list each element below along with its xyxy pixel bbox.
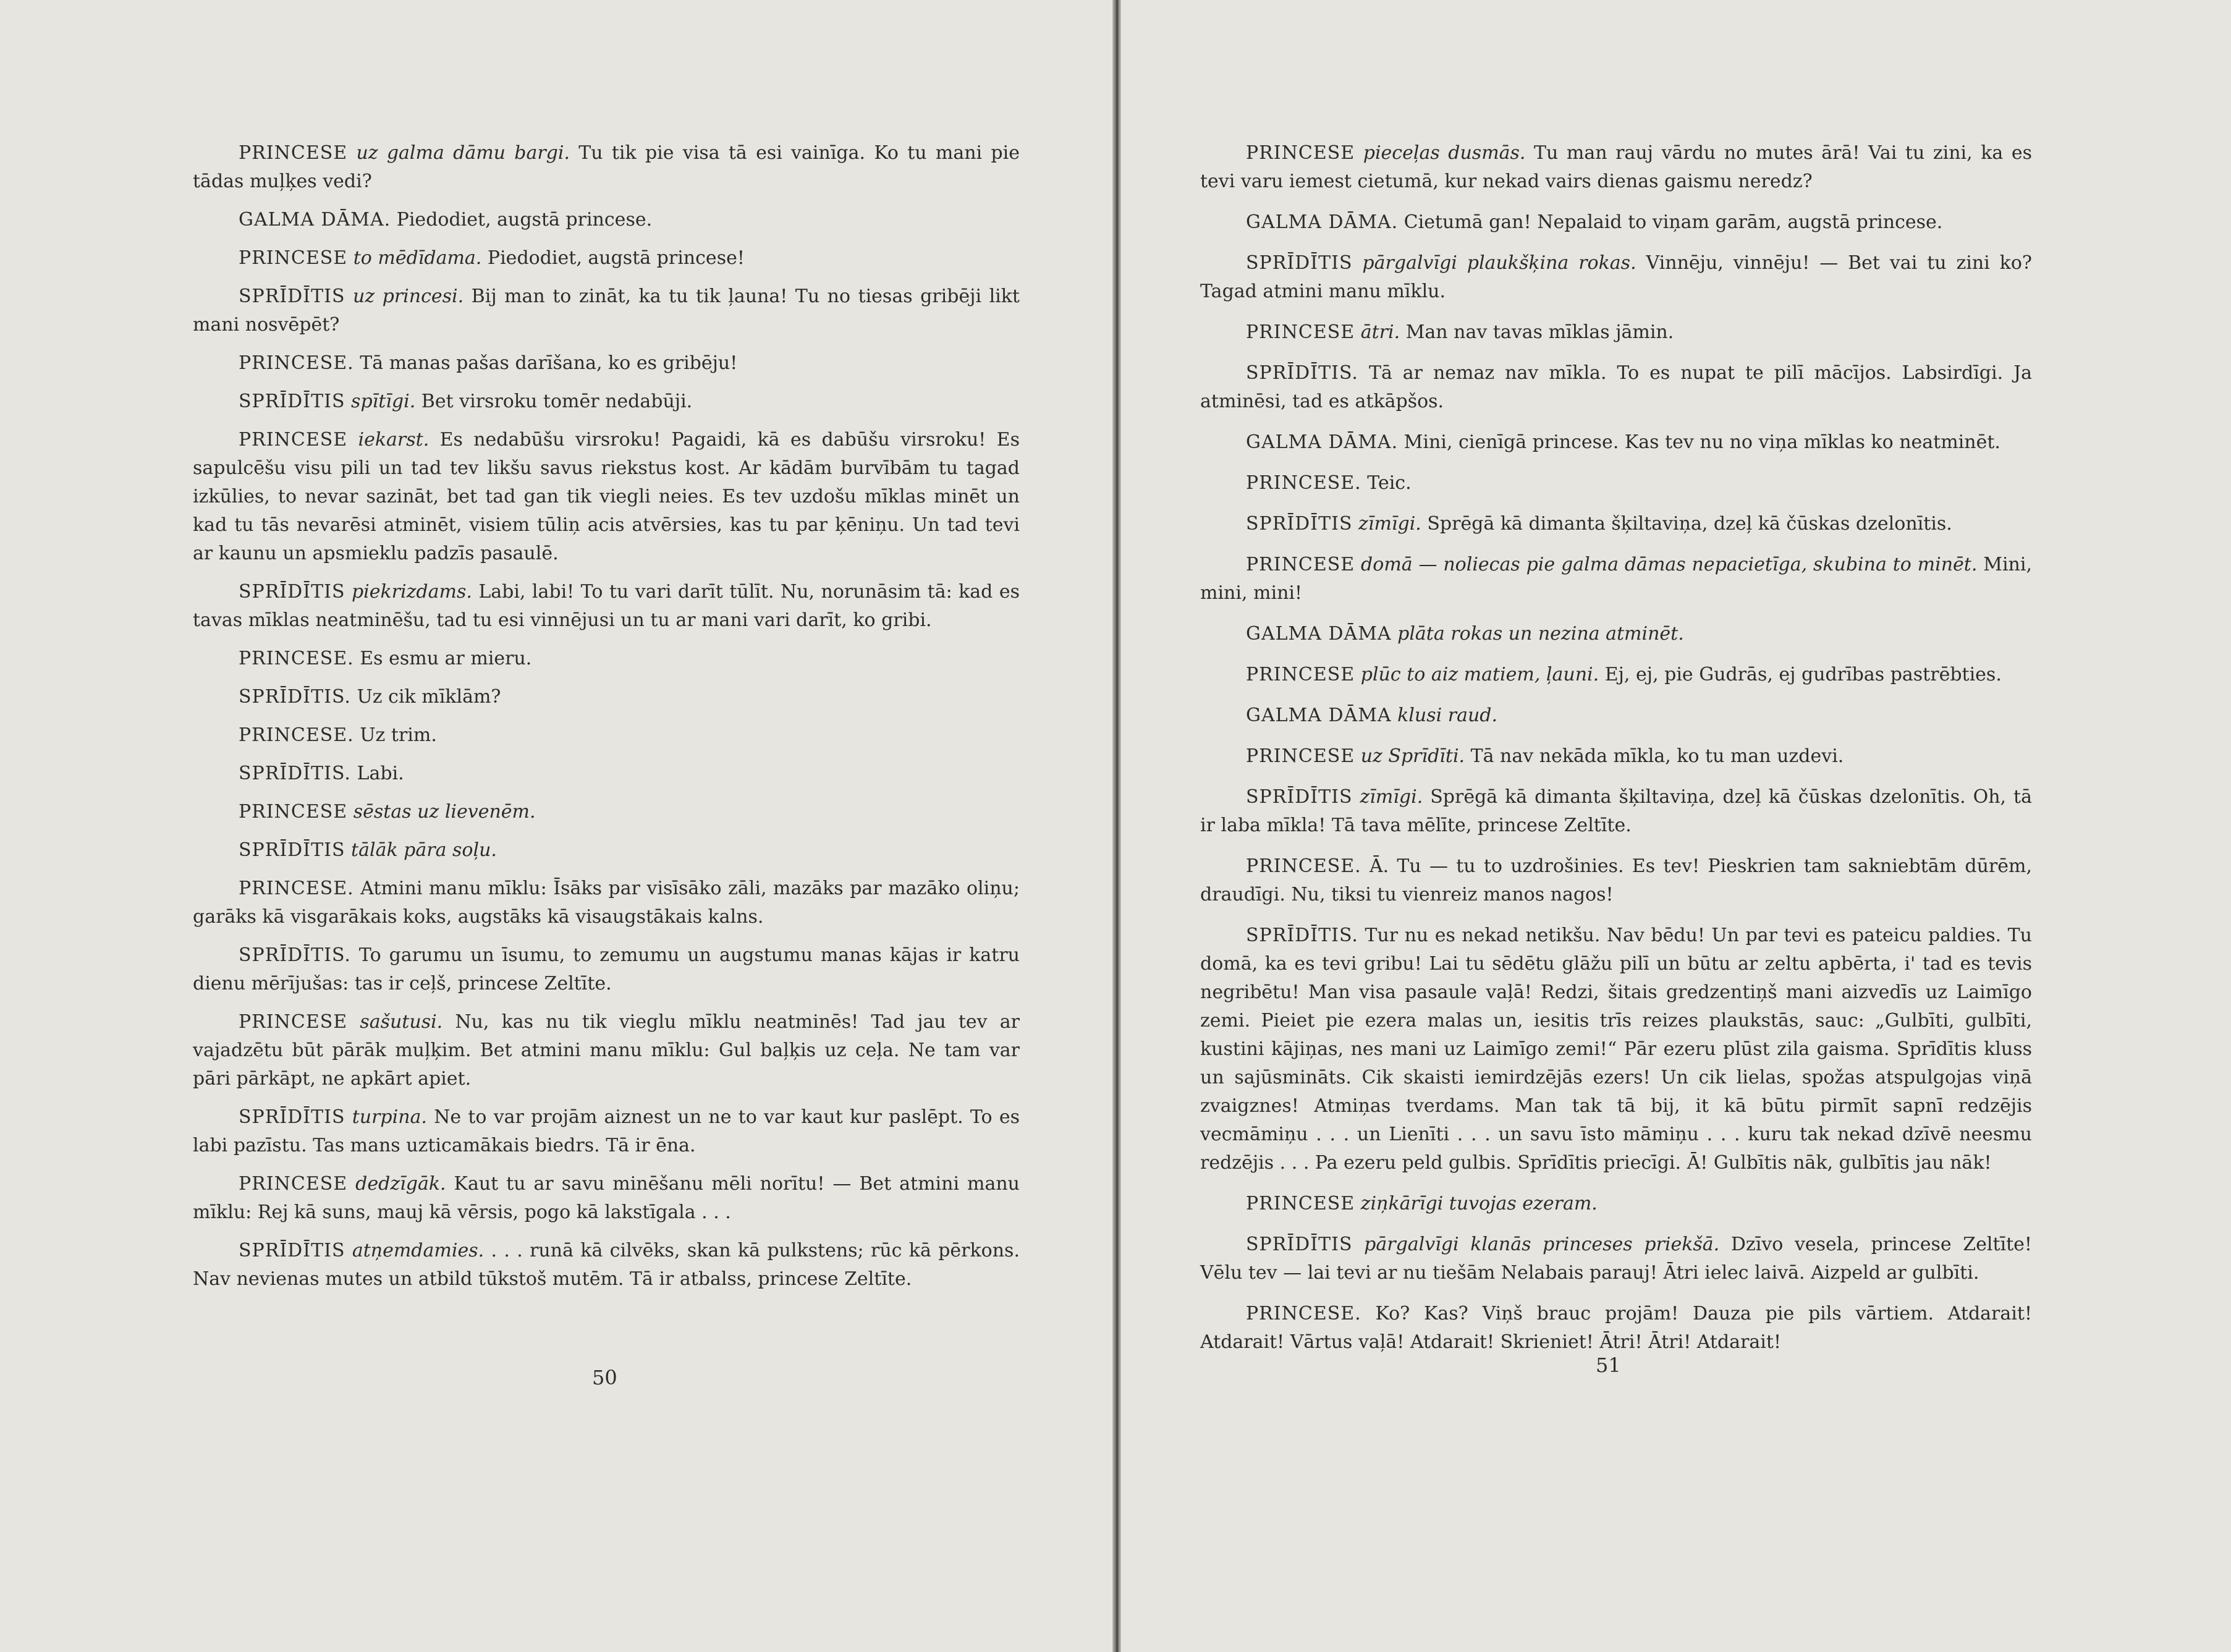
speaker: PRINCESE — [1246, 554, 1355, 575]
right-page — [1121, 0, 2231, 1652]
dialogue-line — [1200, 139, 2032, 196]
stage-direction: zīmīgi. — [1358, 513, 1421, 535]
line-text: Uz cik mīklām? — [357, 686, 501, 708]
stage-direction: to mēdīdama. — [353, 247, 482, 269]
dialogue-line — [1200, 510, 2032, 538]
speaker: SPRĪDĪTIS — [1246, 513, 1353, 535]
line-text: Piedodiet, augstā princese. — [396, 209, 653, 231]
speaker: GALMA DĀMA — [1246, 705, 1392, 726]
speaker: SPRĪDĪTIS — [1246, 786, 1353, 808]
dialogue-line — [193, 1103, 1020, 1160]
stage-direction: ātri. — [1360, 321, 1400, 343]
book-gutter — [1112, 0, 1121, 1652]
left-page — [0, 0, 1112, 1652]
speaker: SPRĪDĪTIS — [239, 581, 345, 603]
dialogue-line — [193, 875, 1020, 931]
line-text: Ko? Kas? Viņš brauc projām! Dauza pie pils vārtiem. Atdarait! Atdarait! Vārtus vaļā! Atdarait! Skrieniet! Ātri! Ātri! Atdarait! — [1200, 1303, 2032, 1353]
dialogue-line — [1200, 661, 2032, 689]
stage-direction: atņemdamies. — [352, 1240, 485, 1261]
line-text: Teic. — [1367, 472, 1412, 494]
speaker: PRINCESE — [239, 142, 348, 164]
dialogue-line — [1200, 742, 2032, 771]
dialogue-line — [193, 206, 1020, 234]
dialogue-line — [193, 388, 1020, 416]
stage-direction: pārgalvīgi klanās princeses priekšā. — [1364, 1234, 1720, 1255]
page-number: 50 — [592, 1366, 617, 1389]
stage-direction: sašutusi. — [360, 1011, 443, 1033]
speaker: PRINCESE — [239, 1011, 348, 1033]
dialogue-line — [1200, 783, 2032, 840]
speaker: GALMA DĀMA. — [1246, 431, 1399, 453]
dialogue-line — [1200, 318, 2032, 347]
speaker: GALMA DĀMA. — [239, 209, 391, 231]
stage-direction: iekarst. — [358, 429, 430, 451]
line-text: Man nav tavas mīklas jāmin. — [1405, 321, 1674, 343]
line-text: Tu man rauj vārdu no mutes ārā! Vai tu zini, ka es tevi varu iemest cietumā, kur nekad vairs dienas gaismu neredz? — [1200, 142, 2032, 192]
speaker: SPRĪDĪTIS — [239, 1240, 345, 1261]
stage-direction: domā — noliecas pie galma dāmas nepacietīga, skubina to minēt. — [1361, 554, 1978, 575]
line-text: Tā ar nemaz nav mīkla. To es nupat te pilī mācījos. Labsirdīgi. Ja atminēsi, tad es atkāpšos. — [1200, 362, 2032, 412]
line-text: Tur nu es nekad netikšu. Nav bēdu! Un par tevi es pateicu paldies. Tu domā, ka es tevi gribu! Lai tu sēdētu glāžu pilī un būtu ar zeltu apbērta, i' tad es tevis negribētu! Man visa pasaule vaļā! Redzi, šitais gredzentiņš mani aizvedīs uz Laimīgo zemi. Pieiet pie ezera malas un, iesitis trīs reizes plaukstās, sauc: „Gulbīti, gulbīti, kustini kājiņas, nes mani uz Laimīgo zemi!“ Pār ezeru plūst zila gaisma. Sprīdītis kluss un sajūsmināts. Cik skaisti iemirdzējās ezers! Un cik lielas, spožas atspulgojas viņā zvaigznes! Atmiņas tverdams. Man tak tā bij, it kā būtu pirmīt sapnī redzējis vecmāmiņu . . . un Lienīti . . . un savu īsto māmiņu . . . kuru tak nekad dzīvē neesmu redzējis . . . Pa ezeru peld gulbis. Sprīdītis priecīgi. Ā! Gulbītis nāk, gulbītis jau nāk! — [1200, 925, 2032, 1174]
dialogue-line — [193, 578, 1020, 635]
line-text: Piedodiet, augstā princese! — [487, 247, 745, 269]
speaker: PRINCESE. — [1246, 472, 1361, 494]
line-text: Ej, ej, pie Gudrās, ej gudrības pastrēbties. — [1604, 664, 2002, 685]
stage-direction: klusi raud. — [1397, 705, 1498, 726]
stage-direction: uz Sprīdīti. — [1360, 745, 1465, 767]
dialogue-line — [1200, 428, 2032, 457]
dialogue-line — [1200, 620, 2032, 648]
line-text: Sprēgā kā dimanta šķiltaviņa, dzeļ kā čūskas dzelonītis. Oh, tā ir laba mīkla! Tā tava mēlīte, princese Zeltīte. — [1200, 786, 2032, 836]
dialogue-line — [193, 139, 1020, 196]
speaker: PRINCESE — [1246, 745, 1355, 767]
stage-direction: plāta rokas un nezina atminēt. — [1397, 623, 1684, 645]
stage-direction: tālāk pāra soļu. — [351, 839, 497, 861]
speaker: PRINCESE. — [239, 724, 354, 746]
dialogue-line — [193, 349, 1020, 378]
line-text: Vinnēju, vinnēju! — Bet vai tu zini ko? Tagad atmini manu mīklu. — [1200, 252, 2032, 302]
speaker: PRINCESE — [239, 247, 348, 269]
speaker: PRINCESE — [1246, 664, 1355, 685]
left-page-text — [193, 139, 1020, 1303]
speaker: PRINCESE — [1246, 321, 1355, 343]
speaker: PRINCESE — [239, 1173, 348, 1195]
speaker: PRINCESE. — [1246, 855, 1361, 877]
dialogue-line — [193, 760, 1020, 788]
stage-direction: pieceļas dusmās. — [1363, 142, 1526, 164]
line-text: Mini, mini, mini! — [1200, 554, 2032, 604]
speaker: SPRĪDĪTIS — [239, 391, 345, 412]
speaker: SPRĪDĪTIS — [1246, 1234, 1353, 1255]
line-text: Tā manas pašas darīšana, ko es gribēju! — [360, 352, 738, 374]
dialogue-line — [193, 836, 1020, 865]
line-text: Sprēgā kā dimanta šķiltaviņa, dzeļ kā čūskas dzelonītis. — [1427, 513, 1952, 535]
line-text: Uz trim. — [360, 724, 437, 746]
dialogue-line — [193, 244, 1020, 273]
dialogue-line — [193, 1170, 1020, 1227]
stage-direction: zīmīgi. — [1360, 786, 1423, 808]
stage-direction: uz galma dāmu bargi. — [356, 142, 570, 164]
dialogue-line — [1200, 551, 2032, 608]
line-text: Tu tik pie visa tā esi vainīga. Ko tu mani pie tādas muļķes vedi? — [193, 142, 1020, 192]
speaker: SPRĪDĪTIS. — [1246, 925, 1358, 946]
dialogue-line — [193, 798, 1020, 826]
speaker: SPRĪDĪTIS — [1246, 252, 1353, 274]
dialogue-line — [193, 1237, 1020, 1294]
speaker: PRINCESE — [1246, 142, 1355, 164]
dialogue-line — [1200, 249, 2032, 306]
right-page-text — [1200, 139, 2032, 1369]
dialogue-line — [1200, 208, 2032, 237]
dialogue-line — [193, 645, 1020, 673]
dialogue-line — [1200, 359, 2032, 416]
dialogue-line — [193, 941, 1020, 998]
line-text: Cietumā gan! Nepalaid to viņam garām, augstā princese. — [1403, 211, 1943, 233]
stage-direction: sēstas uz lievenēm. — [353, 801, 536, 823]
line-text: Kaut tu ar savu minēšanu mēli norītu! — Bet atmini manu mīklu: Rej kā suns, mauj kā vērsis, pogo kā lakstīgala . . . — [193, 1173, 1020, 1223]
speaker: SPRĪDĪTIS — [239, 286, 345, 307]
speaker: SPRĪDĪTIS — [239, 1106, 345, 1128]
dialogue-line — [1200, 469, 2032, 498]
line-text: Dzīvo vesela, princese Zeltīte! Vēlu tev — lai tevi ar nu tiešām Nelabais parauj! Ātri ielec laivā. Aizpeld ar gulbīti. — [1200, 1234, 2032, 1284]
speaker: SPRĪDĪTIS. — [1246, 362, 1358, 384]
line-text: Tā nav nekāda mīkla, ko tu man uzdevi. — [1470, 745, 1844, 767]
line-text: Bet virsroku tomēr nedabūji. — [421, 391, 693, 412]
stage-direction: turpina. — [352, 1106, 427, 1128]
stage-direction: piekrizdams. — [351, 581, 472, 603]
speaker: PRINCESE. — [239, 878, 354, 899]
dialogue-line — [1200, 1231, 2032, 1287]
speaker: PRINCESE — [239, 801, 348, 823]
line-text: Labi, labi! To tu vari darīt tūlīt. Nu, norunāsim tā: kad es tavas mīklas neatminēšu, tad tu esi vinnējusi un tu ar mani vari darīt, ko gribi. — [193, 581, 1020, 631]
stage-direction: uz princesi. — [353, 286, 464, 307]
dialogue-line — [193, 282, 1020, 339]
dialogue-line — [193, 426, 1020, 568]
dialogue-line — [1200, 852, 2032, 909]
speaker: GALMA DĀMA — [1246, 623, 1392, 645]
speaker: PRINCESE — [239, 429, 348, 451]
line-text: Ā. Tu — tu to uzdrošinies. Es tev! Pieskrien tam sakniebtām dūrēm, draudīgi. Nu, tiksi tu vienreiz manos nagos! — [1200, 855, 2032, 905]
dialogue-line — [1200, 701, 2032, 730]
speaker: SPRĪDĪTIS. — [239, 944, 351, 966]
speaker: PRINCESE. — [1246, 1303, 1361, 1324]
line-text: Nu, kas nu tik vieglu mīklu neatminēs! Tad jau tev ar vajadzētu būt pārāk muļķim. Bet atmini manu mīklu: Gul baļķis uz ceļa. Ne tam var pāri pārkāpt, ne apkārt apiet. — [193, 1011, 1020, 1090]
line-text: Ne to var projām aiznest un ne to var kaut kur paslēpt. To es labi pazīstu. Tas mans uzticamākais biedrs. Tā ir ēna. — [193, 1106, 1020, 1156]
speaker: SPRĪDĪTIS. — [239, 686, 351, 708]
line-text: . . . runā kā cilvēks, skan kā pulkstens; rūc kā pērkons. Nav nevienas mutes un atbild tūkstoš mutēm. Tā ir atbalss, princese Zeltīte. — [193, 1240, 1020, 1290]
speaker: PRINCESE — [1246, 1193, 1355, 1214]
dialogue-line — [193, 683, 1020, 711]
dialogue-line — [1200, 1190, 2032, 1218]
line-text: Atmini manu mīklu: Īsāks par visīsāko zāli, mazāks par mazāko oliņu; garāks kā visgarākais koks, augstāks kā visaugstākais kalns. — [193, 878, 1020, 928]
stage-direction: spītīgi. — [351, 391, 416, 412]
speaker: SPRĪDĪTIS — [239, 839, 345, 861]
line-text: Bij man to zināt, ka tu tik ļauna! Tu no tiesas gribēji likt mani nosvēpēt? — [193, 286, 1020, 336]
dialogue-line — [1200, 1300, 2032, 1357]
speaker: PRINCESE. — [239, 648, 354, 669]
stage-direction: pārgalvīgi plaukšķina rokas. — [1362, 252, 1636, 274]
line-text: To garumu un īsumu, to zemumu un augstumu manas kājas ir katru dienu mērījušas: tas ir ceļš, princese Zeltīte. — [193, 944, 1020, 994]
line-text: Labi. — [357, 763, 404, 784]
stage-direction: plūc to aiz matiem, ļauni. — [1360, 664, 1599, 685]
stage-direction: ziņkārīgi tuvojas ezeram. — [1360, 1193, 1598, 1214]
line-text: Es nedabūšu virsroku! Pagaidi, kā es dabūšu virsroku! Es sapulcēšu visu pili un tad tev likšu savus riekstus kost. Ar kādām burvībām tu tagad izkūlies, to nevar sazināt, bet tad gan tik viegli neies. Es tev uzdošu mīklas minēt un kad tu tās nevarēsi atminēt, visiem tūliņ acis atvērsies, kas tu par ķēniņu. Un tad tevi ar kaunu un apsmieklu padzīs pasaulē. — [193, 429, 1020, 564]
line-text: Es esmu ar mieru. — [360, 648, 532, 669]
dialogue-line — [193, 721, 1020, 750]
speaker: SPRĪDĪTIS. — [239, 763, 351, 784]
dialogue-line — [1200, 921, 2032, 1177]
page-number: 51 — [1596, 1353, 1621, 1377]
line-text: Mini, cienīgā princese. Kas tev nu no viņa mīklas ko neatminēt. — [1403, 431, 2000, 453]
dialogue-line — [193, 1008, 1020, 1093]
stage-direction: dedzīgāk. — [355, 1173, 446, 1195]
speaker: PRINCESE. — [239, 352, 354, 374]
speaker: GALMA DĀMA. — [1246, 211, 1399, 233]
